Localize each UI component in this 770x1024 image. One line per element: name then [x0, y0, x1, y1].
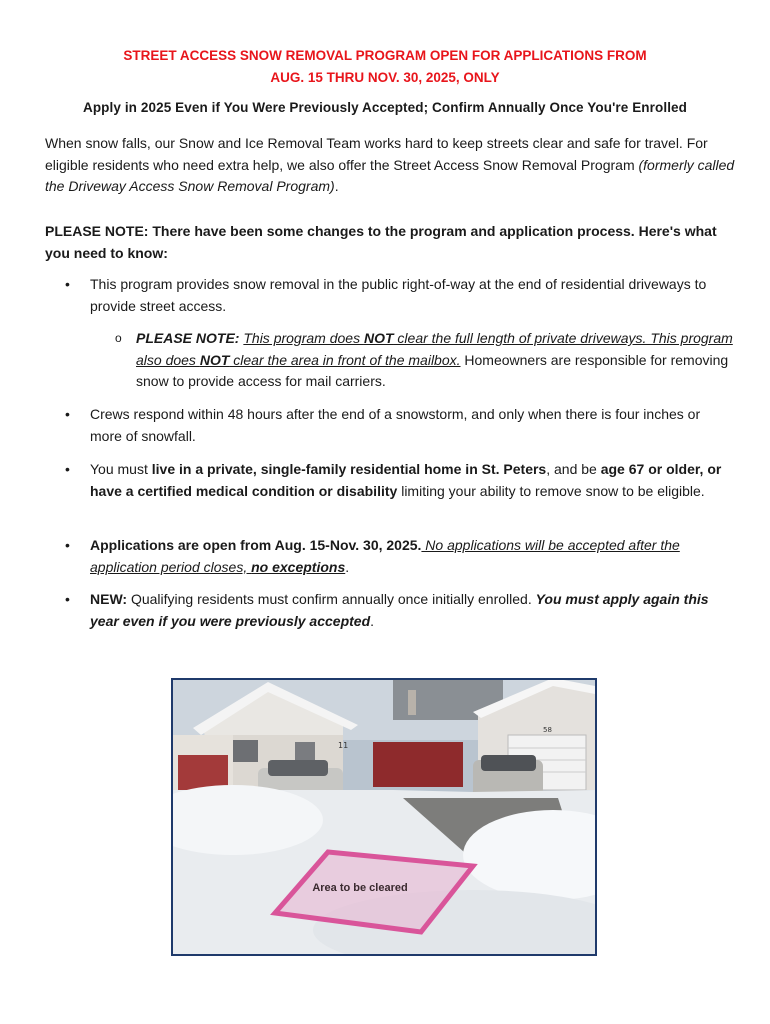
sub-note-underline-2: clear the full length of private driveways. This program also does	[136, 330, 733, 368]
bullet-text	[90, 535, 730, 578]
intro-italic-text: (formerly called the Driveway Access Snow Removal Program)	[45, 156, 735, 194]
page-title-line-1: STREET ACCESS SNOW REMOVAL PROGRAM OPEN FOR APPLICATIONS FROM	[123, 48, 647, 63]
bullet-dot: •	[65, 276, 70, 292]
area-to-be-cleared-label: Area to be cleared	[312, 882, 408, 894]
apply-again-text: You must apply again this year even if you were previously accepted	[90, 591, 709, 629]
eligibility-text-1: You must	[90, 461, 152, 477]
new-end: .	[370, 612, 375, 629]
bullet-dot: •	[65, 406, 70, 422]
confirm-annually-text: Qualifying residents must confirm annually once initially enrolled.	[127, 591, 536, 607]
page-title-line-2: AUG. 15 THRU NOV. 30, 2025, ONLY	[270, 70, 500, 85]
driveway-photo	[171, 678, 597, 956]
house-number-right: 58	[543, 726, 552, 734]
application-end: .	[345, 558, 350, 575]
driveway-illustration	[173, 680, 595, 954]
bullet-text: This program provides snow removal in the public right-of-way at the end of residential driveways to provide street access.	[90, 276, 707, 314]
sub-note-label: PLEASE NOTE:	[136, 330, 240, 346]
intro-text: When snow falls, our Snow and Ice Removal Team works hard to keep streets clear and safe for travel. For eligible residents who need extra help, we also offer the Street Access Snow Removal Program	[45, 135, 708, 173]
house-number-left: 11	[338, 741, 349, 750]
new-label: NEW:	[90, 591, 128, 607]
eligibility-text-2: , and be	[546, 461, 601, 477]
application-deadline-note: No applications will be accepted after the application period closes,	[90, 537, 680, 575]
bullet-dot: •	[65, 591, 70, 607]
sub-bullet-text	[136, 328, 736, 393]
intro-end: .	[334, 178, 339, 194]
bullet-dot: •	[65, 537, 70, 553]
bullet-text	[90, 589, 730, 632]
sub-note-not-2: NOT	[199, 351, 230, 368]
eligibility-age-condition: age 67 or older, or have a certified medical condition or disability	[90, 461, 722, 499]
sub-bullet-dot: o	[115, 331, 122, 345]
intro-paragraph	[45, 133, 735, 198]
subtitle: Apply in 2025 Even if You Were Previously Accepted; Confirm Annually Once You're Enrolled	[82, 100, 687, 115]
please-note-heading: PLEASE NOTE: There have been some changes to the program and application process. Here's what you need to know:	[45, 223, 717, 261]
bullet-text	[90, 459, 730, 502]
bullet-dot: •	[65, 461, 70, 477]
bullet-text: Crews respond within 48 hours after the end of a snowstorm, and only when there is four inches or more of snowfall.	[90, 406, 701, 444]
sub-note-not-1: NOT	[363, 330, 394, 346]
sub-note-rest: Homeowners are responsible for removing snow to provide access for mail carriers.	[136, 351, 729, 389]
eligibility-text-3: limiting your ability to remove snow to be eligible.	[397, 482, 705, 499]
sub-note-underline-1: This program does	[243, 330, 364, 346]
no-exceptions-text: no exceptions	[251, 558, 346, 575]
eligibility-residence: live in a private, single-family residential home in St. Peters	[151, 461, 547, 477]
application-dates: Applications are open from Aug. 15-Nov. 30, 2025.	[90, 537, 422, 553]
sub-note-underline-3: clear the area in front of the mailbox.	[229, 351, 461, 368]
